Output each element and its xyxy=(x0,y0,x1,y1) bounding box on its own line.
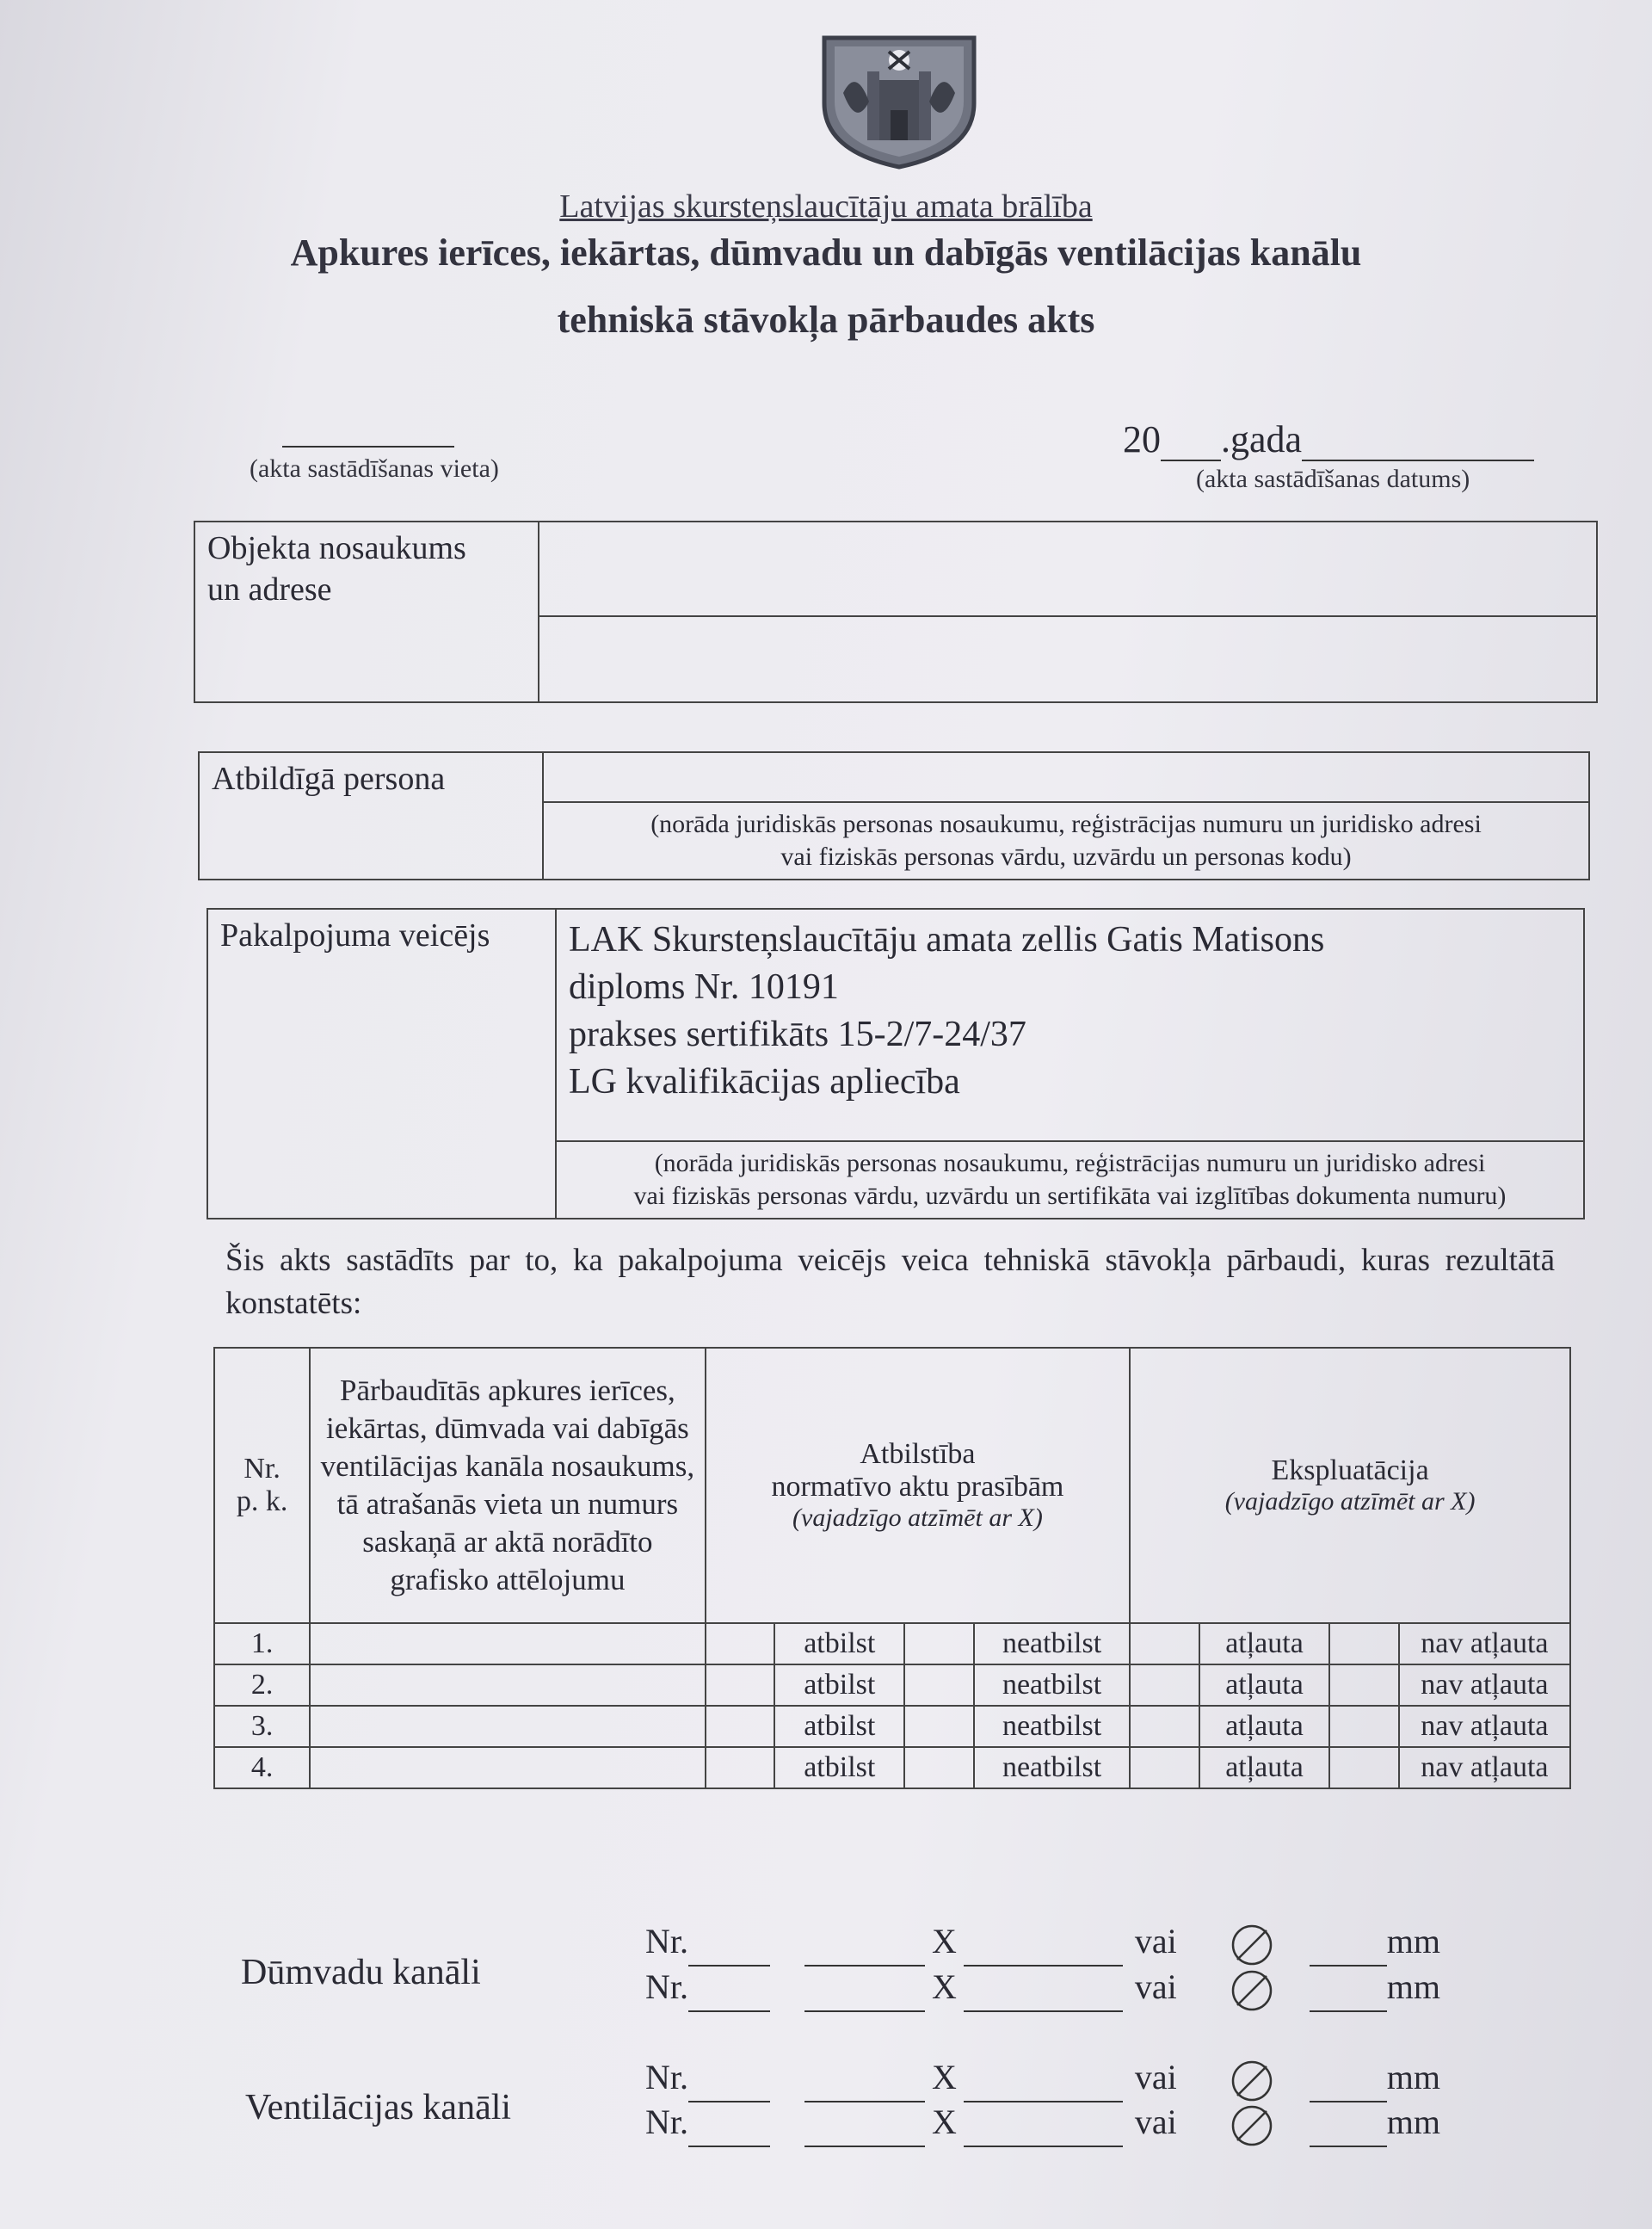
unit-label: mm xyxy=(1386,1922,1440,1960)
noncompliant-option: neatbilst xyxy=(974,1623,1130,1664)
provider-table xyxy=(206,908,1585,1219)
width-blank[interactable] xyxy=(804,2068,925,2102)
nr-label: Nr. xyxy=(645,1967,688,2006)
col-nr-line-2: p. k. xyxy=(236,1485,288,1517)
col-nr-line-1: Nr. xyxy=(243,1453,280,1485)
date-blank[interactable] xyxy=(1302,422,1534,461)
object-label xyxy=(194,522,539,702)
results-table xyxy=(213,1347,1571,1789)
date-field xyxy=(1123,417,1534,461)
title-line-2: tehniskā stāvokļa pārbaudes akts xyxy=(557,299,1095,341)
allowed-option: atļauta xyxy=(1199,1623,1330,1664)
date-hint: (akta sastādīšanas datums) xyxy=(1196,465,1470,493)
diameter-symbol-icon xyxy=(1230,1923,1273,1967)
noncompliant-mark[interactable] xyxy=(904,1664,974,1706)
or-label: vai xyxy=(1134,1967,1177,2006)
diameter-blank[interactable] xyxy=(1310,1932,1387,1967)
unit-label: mm xyxy=(1386,1967,1440,2006)
compliant-option: atbilst xyxy=(774,1706,904,1747)
row-number: 3. xyxy=(214,1706,310,1747)
diameter-blank[interactable] xyxy=(1310,2068,1387,2102)
responsible-hint xyxy=(543,802,1589,880)
diameter-symbol-icon xyxy=(1230,2059,1273,2102)
year-blank[interactable] xyxy=(1161,422,1221,461)
document-title xyxy=(0,219,1652,354)
allowed-option: atļauta xyxy=(1199,1664,1330,1706)
width-blank[interactable] xyxy=(804,1932,925,1967)
provider-name: LAK Skursteņslaucītāju amata zellis Gatis Matisons xyxy=(569,920,1325,960)
col-nr-header xyxy=(214,1348,310,1623)
col-compliance-line-2: normatīvo aktu prasībām xyxy=(771,1471,1064,1503)
object-name-field[interactable] xyxy=(539,522,1597,616)
responsible-label: Atbildīgā persona xyxy=(199,752,543,880)
allowed-mark[interactable] xyxy=(1130,1747,1199,1788)
compliant-mark[interactable] xyxy=(706,1747,775,1788)
device-field[interactable] xyxy=(310,1706,706,1747)
col-compliance-line-1: Atbilstība xyxy=(860,1438,976,1470)
date-prefix: 20 xyxy=(1123,418,1161,460)
height-blank[interactable] xyxy=(964,1978,1123,2012)
col-operation-header xyxy=(1130,1348,1570,1623)
table-row xyxy=(214,1664,1570,1706)
nr-blank[interactable] xyxy=(688,2113,770,2147)
device-field[interactable] xyxy=(310,1747,706,1788)
noncompliant-option: neatbilst xyxy=(974,1664,1130,1706)
unit-label: mm xyxy=(1386,2102,1440,2141)
not-allowed-mark[interactable] xyxy=(1329,1664,1399,1706)
nr-blank[interactable] xyxy=(688,1978,770,2012)
allowed-option: atļauta xyxy=(1199,1706,1330,1747)
provider-hint xyxy=(556,1141,1584,1219)
device-field[interactable] xyxy=(310,1664,706,1706)
table-row xyxy=(214,1747,1570,1788)
not-allowed-option: nav atļauta xyxy=(1399,1623,1570,1664)
or-label: vai xyxy=(1134,2058,1177,2096)
organization-name: Latvijas skursteņslaucītāju amata brālība xyxy=(559,188,1093,225)
provider-certificate: prakses sertifikāts 15-2/7-24/37 xyxy=(569,1015,1026,1054)
object-address-field[interactable] xyxy=(539,616,1597,702)
channel-line xyxy=(645,1921,1549,1967)
object-table xyxy=(194,521,1598,703)
compliant-option: atbilst xyxy=(774,1747,904,1788)
not-allowed-mark[interactable] xyxy=(1329,1747,1399,1788)
noncompliant-mark[interactable] xyxy=(904,1623,974,1664)
nr-label: Nr. xyxy=(645,2102,688,2141)
provider-hint-line-2: vai fiziskās personas vārdu, uzvārdu un sertifikāta vai izglītības dokumenta numuru) xyxy=(633,1182,1507,1210)
allowed-mark[interactable] xyxy=(1130,1623,1199,1664)
responsible-field[interactable] xyxy=(543,752,1589,802)
times-sign: X xyxy=(932,1967,957,2006)
responsible-hint-line-1: (norāda juridiskās personas nosaukumu, reģistrācijas numuru un juridisko adresi xyxy=(650,810,1482,838)
channel-line xyxy=(645,2102,1549,2147)
diameter-symbol-icon xyxy=(1230,2104,1273,2147)
compliant-option: atbilst xyxy=(774,1623,904,1664)
provider-hint-line-1: (norāda juridiskās personas nosaukumu, reģistrācijas numuru un juridisko adresi xyxy=(654,1149,1486,1177)
unit-label: mm xyxy=(1386,2058,1440,2096)
not-allowed-mark[interactable] xyxy=(1329,1706,1399,1747)
compliant-mark[interactable] xyxy=(706,1706,775,1747)
col-device-header: Pārbaudītās apkures ierīces, iekārtas, dūmvada vai dabīgās ventilācijas kanāla nosaukums, tā atrašanās vieta un numurs saskaņā ar aktā norādīto grafisko attēlojumu xyxy=(310,1348,706,1623)
diameter-blank[interactable] xyxy=(1310,1978,1387,2012)
noncompliant-mark[interactable] xyxy=(904,1706,974,1747)
or-label: vai xyxy=(1134,1922,1177,1960)
diameter-blank[interactable] xyxy=(1310,2113,1387,2147)
not-allowed-mark[interactable] xyxy=(1329,1623,1399,1664)
height-blank[interactable] xyxy=(964,2113,1123,2147)
compliant-option: atbilst xyxy=(774,1664,904,1706)
row-number: 2. xyxy=(214,1664,310,1706)
smoke-channels-label: Dūmvadu kanāli xyxy=(241,1953,481,1992)
object-label-line-1: Objekta nosaukums xyxy=(207,530,466,566)
width-blank[interactable] xyxy=(804,2113,925,2147)
provider-diploma: diploms Nr. 10191 xyxy=(569,967,839,1007)
col-compliance-hint: (vajadzīgo atzīmēt ar X) xyxy=(792,1503,1043,1532)
nr-label: Nr. xyxy=(645,1922,688,1960)
table-row xyxy=(214,1706,1570,1747)
responsible-table xyxy=(198,751,1590,880)
channel-line xyxy=(645,1967,1549,2012)
nr-blank[interactable] xyxy=(688,1932,770,1967)
object-label-line-2: un adrese xyxy=(207,571,332,608)
statement-text: Šis akts sastādīts par to, ka pakalpojuma veicējs veica tehniskā stāvokļa pārbaudi, kuras rezultātā konstatēts: xyxy=(225,1243,1555,1321)
width-blank[interactable] xyxy=(804,1978,925,2012)
nr-blank[interactable] xyxy=(688,2068,770,2102)
allowed-mark[interactable] xyxy=(1130,1706,1199,1747)
not-allowed-option: nav atļauta xyxy=(1399,1747,1570,1788)
compliant-mark[interactable] xyxy=(706,1623,775,1664)
times-sign: X xyxy=(932,1922,957,1960)
times-sign: X xyxy=(932,2102,957,2141)
responsible-hint-line-2: vai fiziskās personas vārdu, uzvārdu un personas kodu) xyxy=(780,843,1352,871)
table-row xyxy=(214,1623,1570,1664)
place-blank[interactable] xyxy=(282,411,454,448)
height-blank[interactable] xyxy=(964,2068,1123,2102)
col-operation-hint: (vajadzīgo atzīmēt ar X) xyxy=(1224,1487,1476,1516)
row-number: 1. xyxy=(214,1623,310,1664)
allowed-option: atļauta xyxy=(1199,1747,1330,1788)
noncompliant-mark[interactable] xyxy=(904,1747,974,1788)
place-hint: (akta sastādīšanas vieta) xyxy=(250,454,499,483)
row-number: 4. xyxy=(214,1747,310,1788)
diameter-symbol-icon xyxy=(1230,1969,1273,2012)
times-sign: X xyxy=(932,2058,957,2096)
date-mid: .gada xyxy=(1221,418,1303,460)
provider-qualification: LG kvalifikācijas apliecība xyxy=(569,1062,960,1102)
not-allowed-option: nav atļauta xyxy=(1399,1664,1570,1706)
noncompliant-option: neatbilst xyxy=(974,1747,1130,1788)
provider-details xyxy=(556,909,1584,1141)
compliant-mark[interactable] xyxy=(706,1664,775,1706)
title-line-1: Apkures ierīces, iekārtas, dūmvadu un dabīgās ventilācijas kanālu xyxy=(290,232,1362,274)
nr-label: Nr. xyxy=(645,2058,688,2096)
provider-label: Pakalpojuma veicējs xyxy=(207,909,556,1219)
not-allowed-option: nav atļauta xyxy=(1399,1706,1570,1747)
allowed-mark[interactable] xyxy=(1130,1664,1199,1706)
or-label: vai xyxy=(1134,2102,1177,2141)
coat-of-arms-icon xyxy=(817,33,981,170)
col-compliance-header xyxy=(706,1348,1131,1623)
height-blank[interactable] xyxy=(964,1932,1123,1967)
vent-channels-label: Ventilācijas kanāli xyxy=(245,2088,512,2127)
col-operation-title: Ekspluatācija xyxy=(1271,1454,1429,1486)
channel-line xyxy=(645,2057,1549,2102)
noncompliant-option: neatbilst xyxy=(974,1706,1130,1747)
device-field[interactable] xyxy=(310,1623,706,1664)
